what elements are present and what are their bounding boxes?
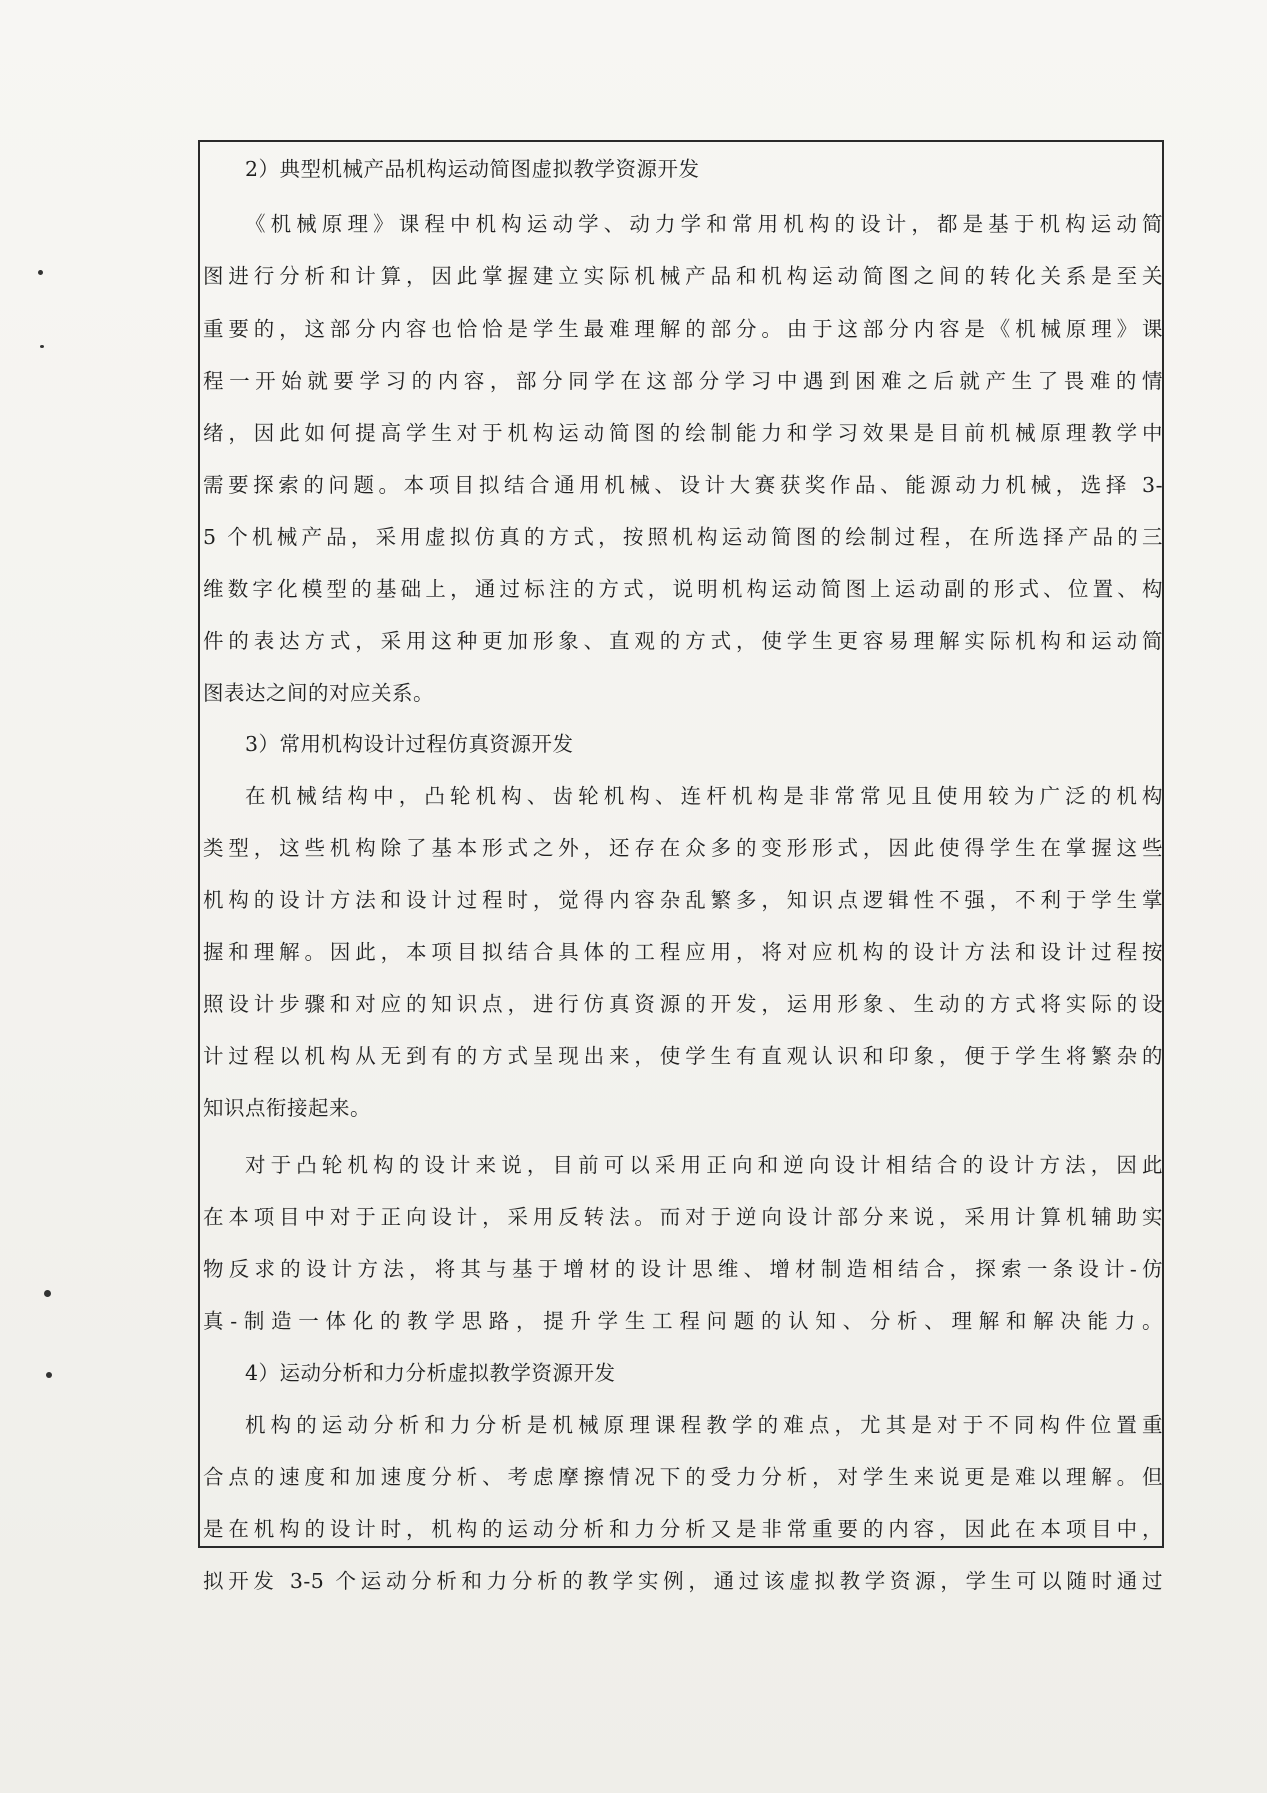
margin-mark <box>46 1372 52 1378</box>
paragraph-line: 机构的设计方法和设计过程时，觉得内容杂乱繁多，知识点逻辑性不强，不利于学生掌 <box>203 888 1163 912</box>
paragraph-line: 机构的运动分析和力分析是机械原理课程教学的难点，尤其是对于不同构件位置重 <box>245 1413 1163 1437</box>
paragraph-line: 重要的，这部分内容也恰恰是学生最难理解的部分。由于这部分内容是《机械原理》课 <box>203 317 1163 341</box>
paragraph-line: 图进行分析和计算，因此掌握建立实际机械产品和机构运动简图之间的转化关系是至关 <box>203 264 1163 288</box>
paragraph-line: 照设计步骤和对应的知识点，进行仿真资源的开发，运用形象、生动的方式将实际的设 <box>203 992 1163 1016</box>
section-heading: 4）运动分析和力分析虚拟教学资源开发 <box>245 1361 616 1385</box>
paragraph-line: 物反求的设计方法，将其与基于增材的设计思维、增材制造相结合，探索一条设计-仿 <box>203 1257 1163 1281</box>
paragraph-line: 合点的速度和加速度分析、考虑摩擦情况下的受力分析，对学生来说更是难以理解。但 <box>203 1465 1163 1489</box>
paragraph-line: 在机械结构中，凸轮机构、齿轮机构、连杆机构是非常常见且使用较为广泛的机构 <box>245 784 1163 808</box>
section-heading: 2）典型机械产品机构运动简图虚拟教学资源开发 <box>245 157 700 181</box>
margin-mark <box>44 1290 51 1297</box>
paragraph-line: 件的表达方式，采用这种更加形象、直观的方式，使学生更容易理解实际机构和运动简 <box>203 629 1163 653</box>
paragraph-line: 真-制造一体化的教学思路，提升学生工程问题的认知、分析、理解和解决能力。 <box>203 1309 1163 1333</box>
paragraph-line: 在本项目中对于正向设计，采用反转法。而对于逆向设计部分来说，采用计算机辅助实 <box>203 1205 1163 1229</box>
margin-mark <box>38 270 43 275</box>
paragraph-line: 是在机构的设计时，机构的运动分析和力分析又是非常重要的内容，因此在本项目中， <box>203 1517 1163 1541</box>
paragraph-line: 绪，因此如何提高学生对于机构运动简图的绘制能力和学习效果是目前机械原理教学中 <box>203 421 1163 445</box>
paragraph-line: 图表达之间的对应关系。 <box>203 681 434 705</box>
paragraph-line: 握和理解。因此，本项目拟结合具体的工程应用，将对应机构的设计方法和设计过程按 <box>203 940 1163 964</box>
paragraph-line: 程一开始就要学习的内容，部分同学在这部分学习中遇到困难之后就产生了畏难的情 <box>203 369 1163 393</box>
margin-mark <box>40 345 44 348</box>
paragraph-line: 知识点衔接起来。 <box>203 1096 371 1120</box>
paragraph-line: 类型，这些机构除了基本形式之外，还存在众多的变形形式，因此使得学生在掌握这些 <box>203 836 1163 860</box>
section-heading: 3）常用机构设计过程仿真资源开发 <box>245 732 574 756</box>
paragraph-line: 需要探索的问题。本项目拟结合通用机械、设计大赛获奖作品、能源动力机械，选择 3- <box>203 473 1163 497</box>
paragraph-line: 维数字化模型的基础上，通过标注的方式，说明机构运动简图上运动副的形式、位置、构 <box>203 577 1163 601</box>
paragraph-line: 拟开发 3-5 个运动分析和力分析的教学实例，通过该虚拟教学资源，学生可以随时通过 <box>203 1569 1163 1593</box>
paragraph-line: 《机械原理》课程中机构运动学、动力学和常用机构的设计，都是基于机构运动简 <box>245 212 1163 236</box>
paragraph-line: 计过程以机构从无到有的方式呈现出来，使学生有直观认识和印象，便于学生将繁杂的 <box>203 1044 1163 1068</box>
paragraph-line: 5 个机械产品，采用虚拟仿真的方式，按照机构运动简图的绘制过程，在所选择产品的三 <box>203 525 1163 549</box>
paragraph-line: 对于凸轮机构的设计来说，目前可以采用正向和逆向设计相结合的设计方法，因此 <box>245 1153 1163 1177</box>
